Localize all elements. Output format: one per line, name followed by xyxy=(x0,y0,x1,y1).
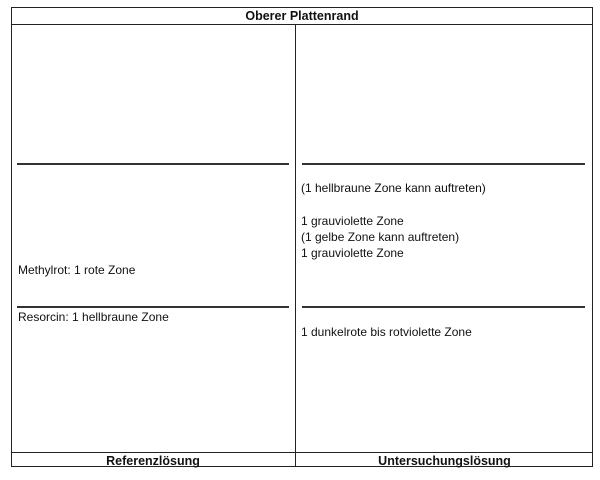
test-zone-line-upper xyxy=(302,163,585,165)
column-divider xyxy=(295,24,296,467)
test-zone-line-lower xyxy=(302,306,585,308)
reference-zone-methylrot: Methylrot: 1 rote Zone xyxy=(18,263,136,277)
plate-top-edge-label: Oberer Plattenrand xyxy=(245,9,359,23)
test-zone-greyviolet-2: 1 grauviolette Zone xyxy=(301,246,404,260)
header-divider xyxy=(11,24,593,25)
footer-divider xyxy=(11,452,593,453)
test-zone-optional-lightbrown: (1 hellbraune Zone kann auftreten) xyxy=(301,181,486,195)
reference-zone-line-lower xyxy=(17,306,289,308)
test-zone-darkred: 1 dunkelrote bis rotviolette Zone xyxy=(301,325,472,339)
test-zone-greyviolet-1: 1 grauviolette Zone xyxy=(301,214,404,228)
reference-solution-label: Referenzlösung xyxy=(106,454,200,468)
reference-zone-resorcin: Resorcin: 1 hellbraune Zone xyxy=(18,310,169,324)
reference-zone-line-upper xyxy=(17,163,289,165)
test-zone-optional-yellow: (1 gelbe Zone kann auftreten) xyxy=(301,230,460,244)
test-solution-label: Untersuchungslösung xyxy=(378,454,511,468)
